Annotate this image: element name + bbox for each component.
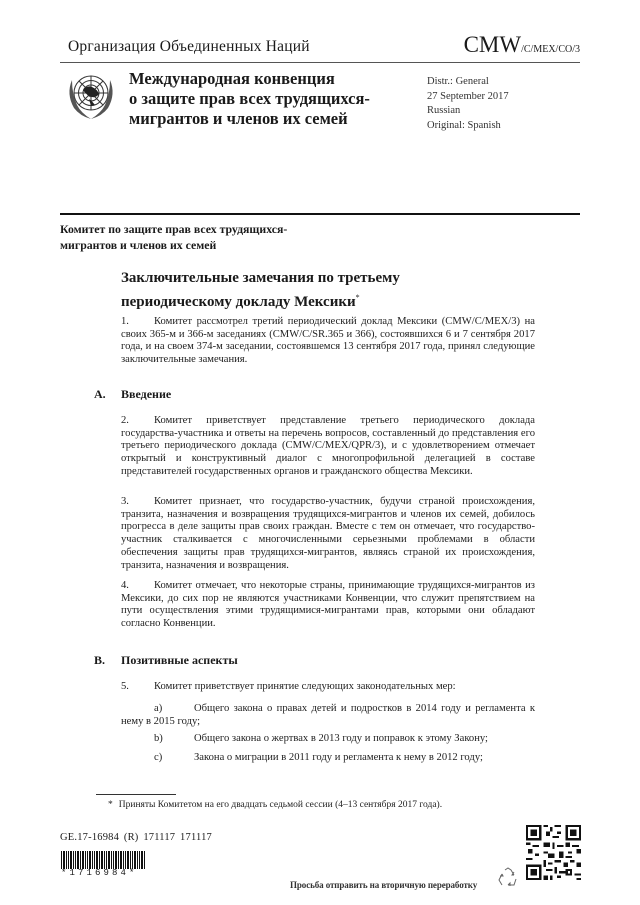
list-item-label: a) xyxy=(154,703,163,714)
document-symbol xyxy=(464,32,580,58)
paragraph-text: Комитет рассмотрел третий периодический доклад Мексики (CMW/C/MEX/3) на своих 365-м и 366-м заседаниях (CMW/C/SR.365 и 366), состоявшихся 6 и 7 сентября 2017 года, и на своем 374-м заседании, состоявшемся 13 сентября 2017 года, принял следующие заключительные замечания. xyxy=(121,316,535,366)
list-item-a xyxy=(121,703,535,728)
recycle-note: Просьба отправить на вторичную переработку xyxy=(290,880,478,890)
paragraph-number: 3. xyxy=(121,496,129,507)
barcode-icon xyxy=(61,851,153,869)
list-item-text: Общего закона о жертвах в 2013 году и поправок к этому Закону; xyxy=(194,733,488,744)
paragraph-text: Комитет признает, что государство-участник, будучи страной происхождения, транзита, назначения и возвращения трудящихся-мигрантов и членов их семей, добилось прогресса в деле защиты прав своих граждан. Вместе с тем он отмечает, что государство-участник сталкивается с многочисленными серьезными проблемами в области обеспечения защиты прав трудящихся-мигрантов, являясь страной их происхождения, транзита, назначения и возвращения. xyxy=(121,496,535,571)
list-item-label: c) xyxy=(154,752,163,763)
document-title xyxy=(121,269,400,312)
section-heading-b xyxy=(94,653,238,668)
paragraph-number: 2. xyxy=(121,415,129,426)
committee-line: Комитет по защите прав всех трудящихся- xyxy=(60,222,288,236)
document-language: Russian xyxy=(427,105,461,116)
list-item-text: Общего закона о правах детей и подростков в 2014 году и регламента к нему в 2015 году; xyxy=(121,703,535,727)
distribution-type: Distr.: General xyxy=(427,76,489,87)
section-title: Позитивные аспекты xyxy=(121,653,238,667)
footnote-marker: * xyxy=(108,800,113,810)
paragraph-text: Комитет приветствует представление третьего периодического доклада государства-участника и ответы на перечень вопросов, составленный до представления его третьего периодического доклада (CMW/C/MEX/QPR/3), и с удовлетворением отмечает открытый и конструктивный диалог с многопрофильной делегацией в составе представителей государственных органов и гражданского общества Мексики. xyxy=(121,415,535,477)
section-title: Введение xyxy=(121,387,172,401)
paragraph-1 xyxy=(121,316,535,367)
list-item-c xyxy=(121,752,535,765)
footnote xyxy=(108,800,442,810)
recycle-icon xyxy=(497,866,519,888)
thick-rule xyxy=(60,213,580,215)
list-item-text: Закона о миграции в 2011 году и регламента к нему в 2012 году; xyxy=(194,752,483,763)
committee-name xyxy=(60,222,287,253)
header-rule xyxy=(60,62,580,63)
distribution-info xyxy=(427,75,509,133)
barcode-number: *1716984* xyxy=(61,868,138,878)
paragraph-3 xyxy=(121,496,535,572)
section-letter: A. xyxy=(94,387,106,401)
paragraph-number: 1. xyxy=(121,316,129,327)
symbol-main: CMW xyxy=(463,32,522,57)
paragraph-number: 5. xyxy=(121,681,129,692)
document-title-line: периодическому докладу Мексики xyxy=(121,294,356,310)
footnote-rule xyxy=(96,794,176,795)
section-heading-a xyxy=(94,387,171,402)
document-date: 27 September 2017 xyxy=(427,90,509,102)
convention-title-line: мигрантов и членов их семей xyxy=(129,109,348,128)
footnote-marker[interactable]: * xyxy=(355,293,360,302)
paragraph-4 xyxy=(121,580,535,631)
paragraph-5 xyxy=(121,681,535,694)
symbol-suffix: /C/MEX/CO/3 xyxy=(521,44,580,55)
convention-title xyxy=(129,69,370,129)
paragraph-text: Комитет приветствует принятие следующих законодательных мер: xyxy=(154,681,456,692)
paragraph-number: 4. xyxy=(121,580,129,591)
qr-code-icon xyxy=(526,825,581,880)
document-title-line: Заключительные замечания по третьему xyxy=(121,270,400,286)
section-letter: B. xyxy=(94,653,106,667)
convention-title-line: о защите прав всех трудящихся- xyxy=(129,89,370,108)
committee-line: мигрантов и членов их семей xyxy=(60,237,217,252)
original-language: Original: Spanish xyxy=(427,119,501,131)
job-number: GE.17-16984 (R) 171117 171117 xyxy=(60,832,212,843)
list-item-b xyxy=(121,733,535,746)
footnote-text: Приняты Комитетом на его двадцать седьмой сессии (4–13 сентября 2017 года). xyxy=(118,800,443,810)
paragraph-2 xyxy=(121,415,535,479)
list-item-label: b) xyxy=(154,733,163,744)
un-emblem-icon xyxy=(65,68,117,124)
convention-title-line: Международная конвенция xyxy=(129,69,335,88)
organization-name: Организация Объединенных Наций xyxy=(68,38,310,55)
paragraph-text: Комитет отмечает, что некоторые страны, принимающие трудящихся-мигрантов из Мексики, до сих пор не являются участниками Конвенции, что служит препятствием на пути осуществления этими трудящимися-мигрантами прав, которыми они обладают согласно Конвенции. xyxy=(121,580,535,630)
